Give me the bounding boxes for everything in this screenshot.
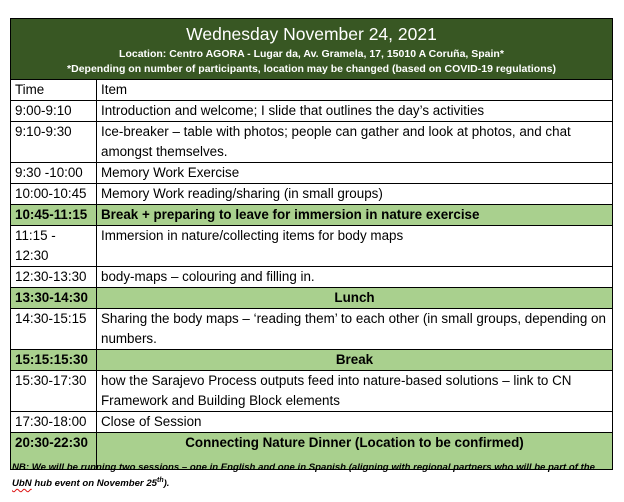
footnote-mid: hub event on November 25 <box>31 478 157 489</box>
time-cell: 13:30-14:30 <box>11 288 97 309</box>
table-row <box>11 371 613 412</box>
table-row <box>11 226 613 267</box>
ubn-term: UbN <box>12 478 32 489</box>
item-cell: Lunch <box>97 288 613 309</box>
lunch-row <box>11 288 613 309</box>
title-block <box>11 19 613 80</box>
footnote-start: NB: We will be running two sessions – one in English and one in Spanish (aligning with regional partners who will be part of the <box>12 462 595 473</box>
schedule-table <box>10 18 613 470</box>
table-row <box>11 267 613 288</box>
time-cell: 9:30 -10:00 <box>11 163 97 184</box>
table-row <box>11 412 613 433</box>
column-header-time: Time <box>11 80 97 101</box>
item-cell: Immersion in nature/collecting items for body maps <box>97 226 613 267</box>
time-cell: 20:30-22:30 <box>11 433 97 470</box>
covid-note: *Depending on number of participants, location may be changed (based on COVID-19 regulations) <box>67 63 556 75</box>
time-cell: 9:00-9:10 <box>11 101 97 122</box>
time-cell: 11:15 - 12:30 <box>11 226 97 267</box>
footnote <box>12 460 616 492</box>
column-header-row <box>11 80 613 101</box>
item-cell: Sharing the body maps – ‘reading them’ to each other (in small groups, depending on numbers. <box>97 309 613 350</box>
table-row <box>11 163 613 184</box>
column-header-item: Item <box>97 80 613 101</box>
time-cell: 14:30-15:15 <box>11 309 97 350</box>
location-line: Location: Centro AGORA - Lugar da, Av. Gramela, 17, 15010 A Coruña, Spain* <box>119 48 504 60</box>
table-row <box>11 101 613 122</box>
item-cell: how the Sarajevo Process outputs feed into nature-based solutions – link to CN Framework and Building Block elements <box>97 371 613 412</box>
item-cell: body-maps – colouring and filling in. <box>97 267 613 288</box>
item-cell: Memory Work Exercise <box>97 163 613 184</box>
item-cell: Break <box>97 350 613 371</box>
item-cell: Introduction and welcome; I slide that outlines the day’s activities <box>97 101 613 122</box>
item-cell: Break + preparing to leave for immersion in nature exercise <box>97 205 613 226</box>
footnote-end: ). <box>163 478 170 489</box>
table-row <box>11 122 613 163</box>
table-header-row <box>11 19 613 80</box>
break-row <box>11 205 613 226</box>
time-cell: 15:30-17:30 <box>11 371 97 412</box>
time-cell: 12:30-13:30 <box>11 267 97 288</box>
item-cell: Connecting Nature Dinner (Location to be confirmed) <box>97 433 613 470</box>
item-cell: Ice-breaker – table with photos; people can gather and look at photos, and chat amongst themselves. <box>97 122 613 163</box>
page-title: Wednesday November 24, 2021 <box>186 24 437 44</box>
item-cell: Close of Session <box>97 412 613 433</box>
item-cell: Memory Work reading/sharing (in small groups) <box>97 184 613 205</box>
time-cell: 9:10-9:30 <box>11 122 97 163</box>
time-cell: 15:15:15:30 <box>11 350 97 371</box>
time-cell: 17:30-18:00 <box>11 412 97 433</box>
table-row <box>11 184 613 205</box>
time-cell: 10:00-10:45 <box>11 184 97 205</box>
footnote-sup: th <box>157 476 164 484</box>
time-cell: 10:45-11:15 <box>11 205 97 226</box>
table-row <box>11 309 613 350</box>
break-row <box>11 350 613 371</box>
